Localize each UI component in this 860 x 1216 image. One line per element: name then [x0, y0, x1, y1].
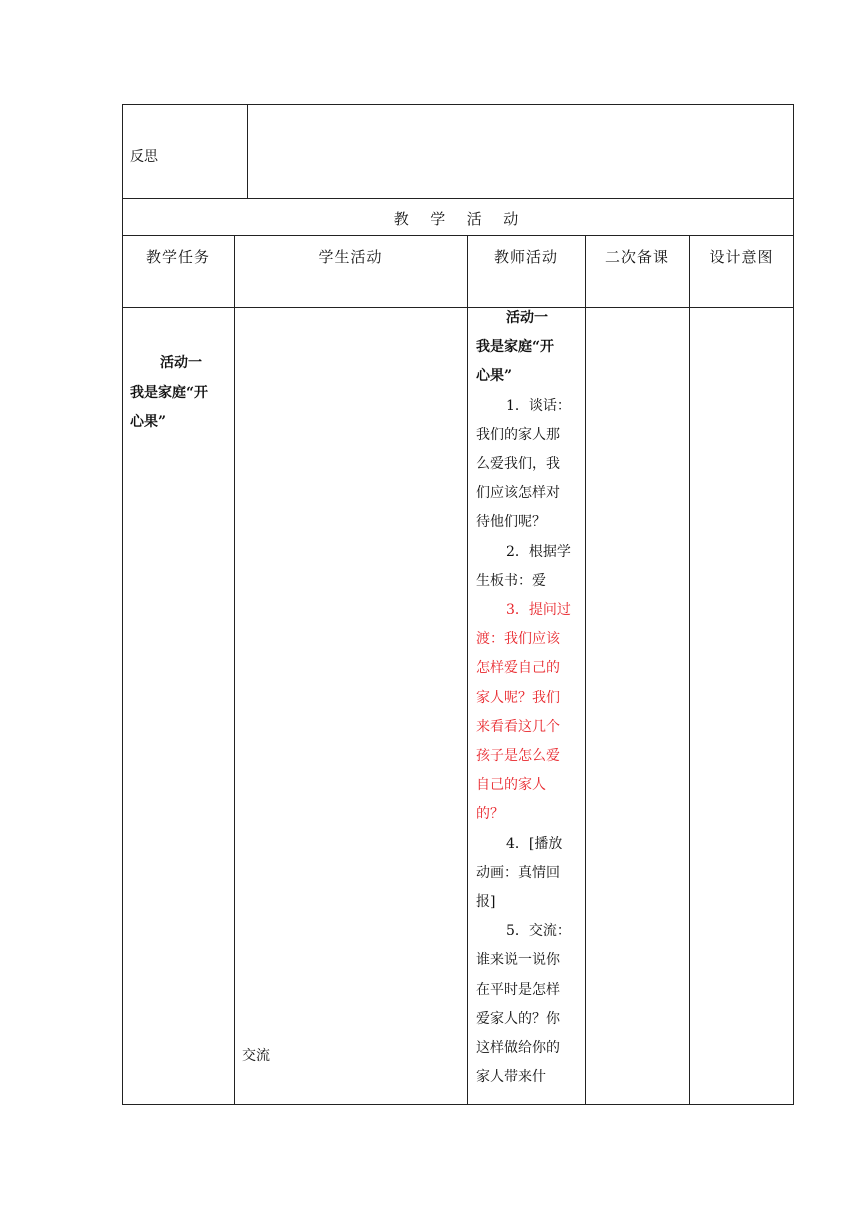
task-title-line3: 心果”	[130, 414, 167, 430]
teacher-line-highlight: 3．提问过	[506, 602, 571, 619]
title-row-divider	[122, 235, 794, 236]
teacher-line: 1．谈话：	[506, 397, 571, 414]
activity-table	[122, 198, 794, 1105]
section-title: 教 学 活 动	[393, 210, 523, 228]
teacher-line: 我是家庭“开	[476, 339, 555, 356]
header-task: 教学任务	[145, 248, 210, 266]
task-title-line2: 我是家庭“开	[130, 385, 209, 401]
reflection-label: 反思	[130, 149, 158, 165]
teacher-line: 们应该怎样对	[476, 485, 560, 502]
header-prep: 二次备课	[604, 248, 669, 266]
teacher-line-highlight: 的？	[476, 806, 504, 823]
teacher-line: 心果”	[476, 368, 513, 385]
teacher-line: 爱家人的？你	[476, 1010, 560, 1027]
student-activity-text: 交流	[242, 1048, 270, 1064]
teacher-line: 活动一	[506, 310, 548, 326]
teacher-line: 报]	[476, 894, 496, 911]
teacher-line: 这样做给你的	[476, 1040, 560, 1057]
col-divider-3	[585, 235, 586, 1105]
teacher-line: 待他们呢？	[476, 514, 546, 531]
reflection-divider	[247, 104, 248, 199]
teacher-line: 家人带来什	[476, 1069, 546, 1086]
teacher-line-highlight: 渡：我们应该	[476, 631, 560, 648]
col-divider-2	[467, 235, 468, 1105]
teacher-line: 谁来说一说你	[476, 952, 560, 969]
header-row-divider	[122, 307, 794, 308]
teacher-line: 2．根据学	[506, 543, 571, 560]
teacher-activity-text	[476, 304, 580, 1092]
reflection-row	[122, 104, 794, 199]
header-student: 学生活动	[318, 248, 383, 266]
teacher-line-highlight: 家人呢？我们	[476, 689, 560, 706]
teacher-line: 动画：真情回	[476, 864, 560, 881]
teacher-line-highlight: 来看看这几个	[476, 718, 560, 735]
teacher-line-highlight: 怎样爱自己的	[476, 660, 560, 677]
teacher-line: 在平时是怎样	[476, 981, 560, 998]
teacher-line: 5．交流：	[506, 923, 571, 940]
header-teacher: 教师活动	[493, 248, 558, 266]
col-divider-1	[234, 235, 235, 1105]
teacher-line: 生板书：爱	[476, 572, 546, 589]
header-intent: 设计意图	[709, 248, 774, 266]
teacher-line: 我们的家人那	[476, 426, 560, 443]
teacher-line-highlight: 孩子是怎么爱	[476, 748, 560, 765]
teacher-line-highlight: 自己的家人	[476, 777, 546, 794]
teacher-line: 4．[播放	[506, 835, 563, 852]
teacher-line: 么爱我们，我	[476, 456, 560, 473]
col-divider-4	[689, 235, 690, 1105]
task-title-line1: 活动一	[160, 355, 202, 371]
